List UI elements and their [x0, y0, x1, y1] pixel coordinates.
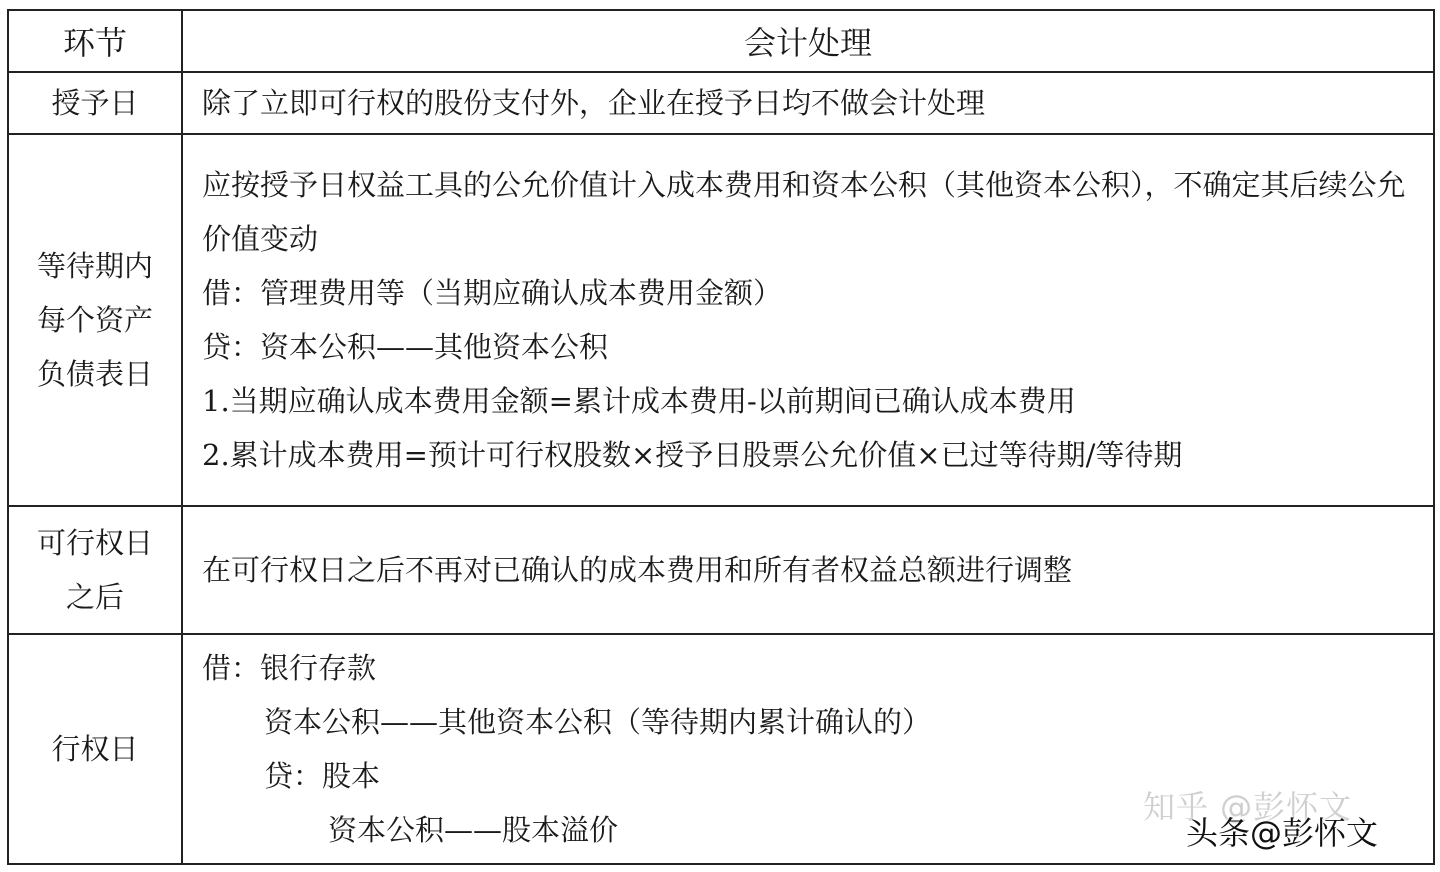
- stage-label: 之后: [65, 580, 124, 614]
- stage-label: 负债表日: [36, 357, 153, 391]
- stage-label: 等待期内: [36, 249, 153, 283]
- header-stage: 环节: [8, 10, 182, 72]
- table-header-row: [8, 10, 1434, 72]
- stage-label: 每个资产: [36, 303, 153, 337]
- debit-entry: 资本公积——其他资本公积（等待期内累计确认的）: [264, 705, 932, 739]
- stage-label: 行权日: [51, 732, 139, 766]
- debit-entry: 借：管理费用等（当期应确认成本费用金额）: [202, 276, 783, 310]
- treatment-paragraph: 应按授予日权益工具的公允价值计入成本费用和资本公积（其他资本公积），不确定其后续公允价值变动: [202, 168, 1406, 256]
- accounting-treatment-table: [7, 9, 1435, 865]
- formula-1: 1.当期应确认成本费用金额=累计成本费用-以前期间已确认成本费用: [202, 384, 1076, 418]
- treatment-cell: [182, 72, 1434, 134]
- table-row-after-vesting-date: [8, 506, 1434, 634]
- table-row-grant-date: [8, 72, 1434, 134]
- credit-entry: 贷：股本: [264, 759, 381, 793]
- table-row-vesting-period: [8, 134, 1434, 506]
- treatment-text: 在可行权日之后不再对已确认的成本费用和所有者权益总额进行调整: [202, 553, 1073, 587]
- toutiao-watermark: 头条@彭怀文: [1186, 814, 1379, 852]
- formula-2: 2.累计成本费用=预计可行权股数×授予日股票公允价值×已过等待期/等待期: [202, 438, 1183, 472]
- credit-entry: 贷：资本公积——其他资本公积: [202, 330, 609, 364]
- treatment-text: 除了立即可行权的股份支付外，企业在授予日均不做会计处理: [202, 86, 986, 120]
- stage-cell: [8, 72, 182, 134]
- treatment-cell: [182, 506, 1434, 634]
- header-accounting-treatment: 会计处理: [182, 10, 1434, 72]
- zhihu-watermark: 知乎 @彭怀文: [1143, 788, 1353, 826]
- stage-label: 可行权日: [36, 526, 153, 560]
- treatment-cell: [182, 134, 1434, 506]
- stage-cell: [8, 506, 182, 634]
- stage-cell: [8, 134, 182, 506]
- credit-entry: 资本公积——股本溢价: [328, 813, 619, 847]
- debit-entry: 借：银行存款: [202, 651, 377, 685]
- stage-label: 授予日: [51, 86, 139, 120]
- stage-cell: [8, 634, 182, 864]
